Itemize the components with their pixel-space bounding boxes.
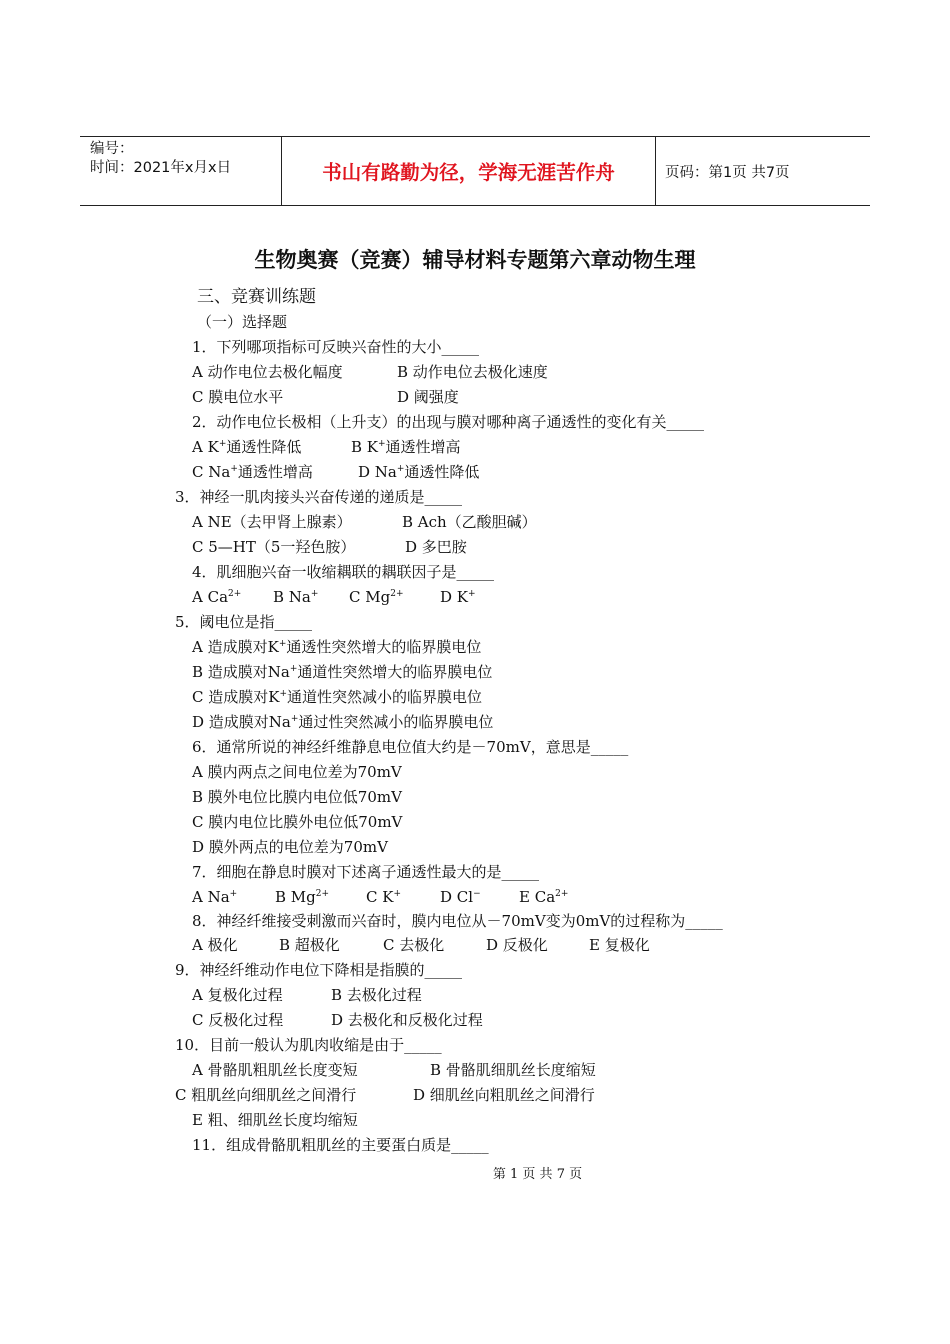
q8-option-b: B 超极化 [279, 936, 340, 954]
q7-option-e: E $Ca^{2+}$ [519, 888, 569, 906]
question-3: 3．神经一肌肉接头兴奋传递的递质是_____ [175, 488, 463, 506]
question-5: 5．阈电位是指_____ [175, 613, 313, 631]
q3-option-a: A NE（去甲肾上腺素） [192, 513, 352, 531]
q2-option-d: D Na+通透性降低 [358, 463, 480, 481]
q6-option-a: A 膜内两点之间电位差为70mV [192, 763, 402, 781]
q9-option-a: A 复极化过程 [192, 986, 283, 1004]
q4-option-c: C $Mg^{2+}$ [349, 588, 404, 606]
q10-option-b: B 骨骼肌细肌丝长度缩短 [430, 1061, 596, 1079]
q7-option-b: B $Mg^{2+}$ [275, 888, 330, 906]
footer-text: 第 1 页 共 7 页 [492, 1167, 583, 1182]
q10-option-a: A 骨骼肌粗肌丝长度变短 [192, 1061, 358, 1079]
q8-option-c: C 去极化 [383, 936, 445, 954]
q1-option-b: B 动作电位去极化速度 [397, 363, 548, 381]
header-meta-cell [80, 137, 280, 205]
q4-option-b: B Na+ [273, 588, 319, 606]
q1-option-c: C 膜电位水平 [192, 388, 284, 406]
motto: 书山有路勤为径，学海无涯苦作舟 [281, 137, 656, 205]
q5-option-d: D 造成膜对Na+通过性突然减小的临界膜电位 [192, 713, 494, 731]
q8-option-a: A 极化 [192, 936, 238, 954]
q5-option-a: A 造成膜对K+通透性突然增大的临界膜电位 [192, 638, 482, 656]
question-4: 4．肌细胞兴奋一收缩耦联的耦联因子是_____ [192, 563, 495, 581]
q3-option-b: B Ach（乙酸胆碱） [402, 513, 537, 531]
q10-option-c: C 粗肌丝向细肌丝之间滑行 [175, 1086, 357, 1104]
question-6: 6．通常所说的神经纤维静息电位值大约是－70mV，意思是_____ [192, 738, 629, 756]
section-heading: 三、竞赛训练题 [197, 287, 316, 307]
page-info: 页码：第1页 共7页 [665, 164, 790, 181]
q2-option-a: A K+通透性降低 [192, 438, 302, 456]
q8-option-e: E 复极化 [589, 936, 650, 954]
q6-option-b: B 膜外电位比膜内电位低70mV [192, 788, 402, 806]
q1-option-a: A 动作电位去极化幅度 [192, 363, 343, 381]
q7-option-a: A Na+ [192, 888, 238, 906]
q2-option-c: C Na+通透性增高 [192, 463, 313, 481]
q10-option-d: D 细肌丝向粗肌丝之间滑行 [413, 1086, 595, 1104]
q2-option-b: B K+通透性增高 [351, 438, 461, 456]
q7-option-c: C K+ [366, 888, 401, 906]
q10-option-e: E 粗、细肌丝长度均缩短 [192, 1111, 358, 1129]
q1-option-d: D 阈强度 [397, 388, 459, 406]
question-10: 10．目前一般认为肌肉收缩是由于_____ [175, 1036, 442, 1054]
q9-option-b: B 去极化过程 [331, 986, 422, 1004]
question-11: 11．组成骨骼肌粗肌丝的主要蛋白质是_____ [192, 1136, 489, 1154]
q4-option-d: D K+ [440, 588, 476, 606]
q7-option-d: D Cl− [440, 888, 481, 906]
document-title: 生物奥赛（竞赛）辅导材料专题第六章动物生理 [254, 248, 696, 272]
q9-option-c: C 反极化过程 [192, 1011, 284, 1029]
q3-option-c: C 5—HT（5一羟色胺） [192, 538, 356, 556]
question-8: 8．神经纤维接受刺激而兴奋时，膜内电位从－70mV变为0mV的过程称为_____ [192, 912, 723, 930]
subsection-heading: （一）选择题 [197, 313, 288, 331]
q4-option-a: A $Ca^{2+}$ [192, 588, 242, 606]
question-2: 2．动作电位长极相（上升支）的出现与膜对哪种离子通透性的变化有关_____ [192, 413, 705, 431]
header-table [80, 136, 870, 206]
time-label: 时间：2021年x月x日 [90, 160, 232, 176]
q5-option-b: B 造成膜对Na+通道性突然增大的临界膜电位 [192, 663, 493, 681]
question-9: 9．神经纤维动作电位下降相是指膜的_____ [175, 961, 463, 979]
q6-option-d: D 膜外两点的电位差为70mV [192, 838, 388, 856]
question-1: 1．下列哪项指标可反映兴奋性的大小_____ [192, 338, 480, 356]
page-footer [125, 1163, 950, 1182]
q9-option-d: D 去极化和反极化过程 [331, 1011, 483, 1029]
question-7: 7．细胞在静息时膜对下述离子通透性最大的是_____ [192, 863, 540, 881]
number-label: 编号： [90, 141, 134, 157]
q8-option-d: D 反极化 [486, 936, 548, 954]
q5-option-c: C 造成膜对K+通道性突然减小的临界膜电位 [192, 688, 483, 706]
q6-option-c: C 膜内电位比膜外电位低70mV [192, 813, 403, 831]
q3-option-d: D 多巴胺 [405, 538, 467, 556]
